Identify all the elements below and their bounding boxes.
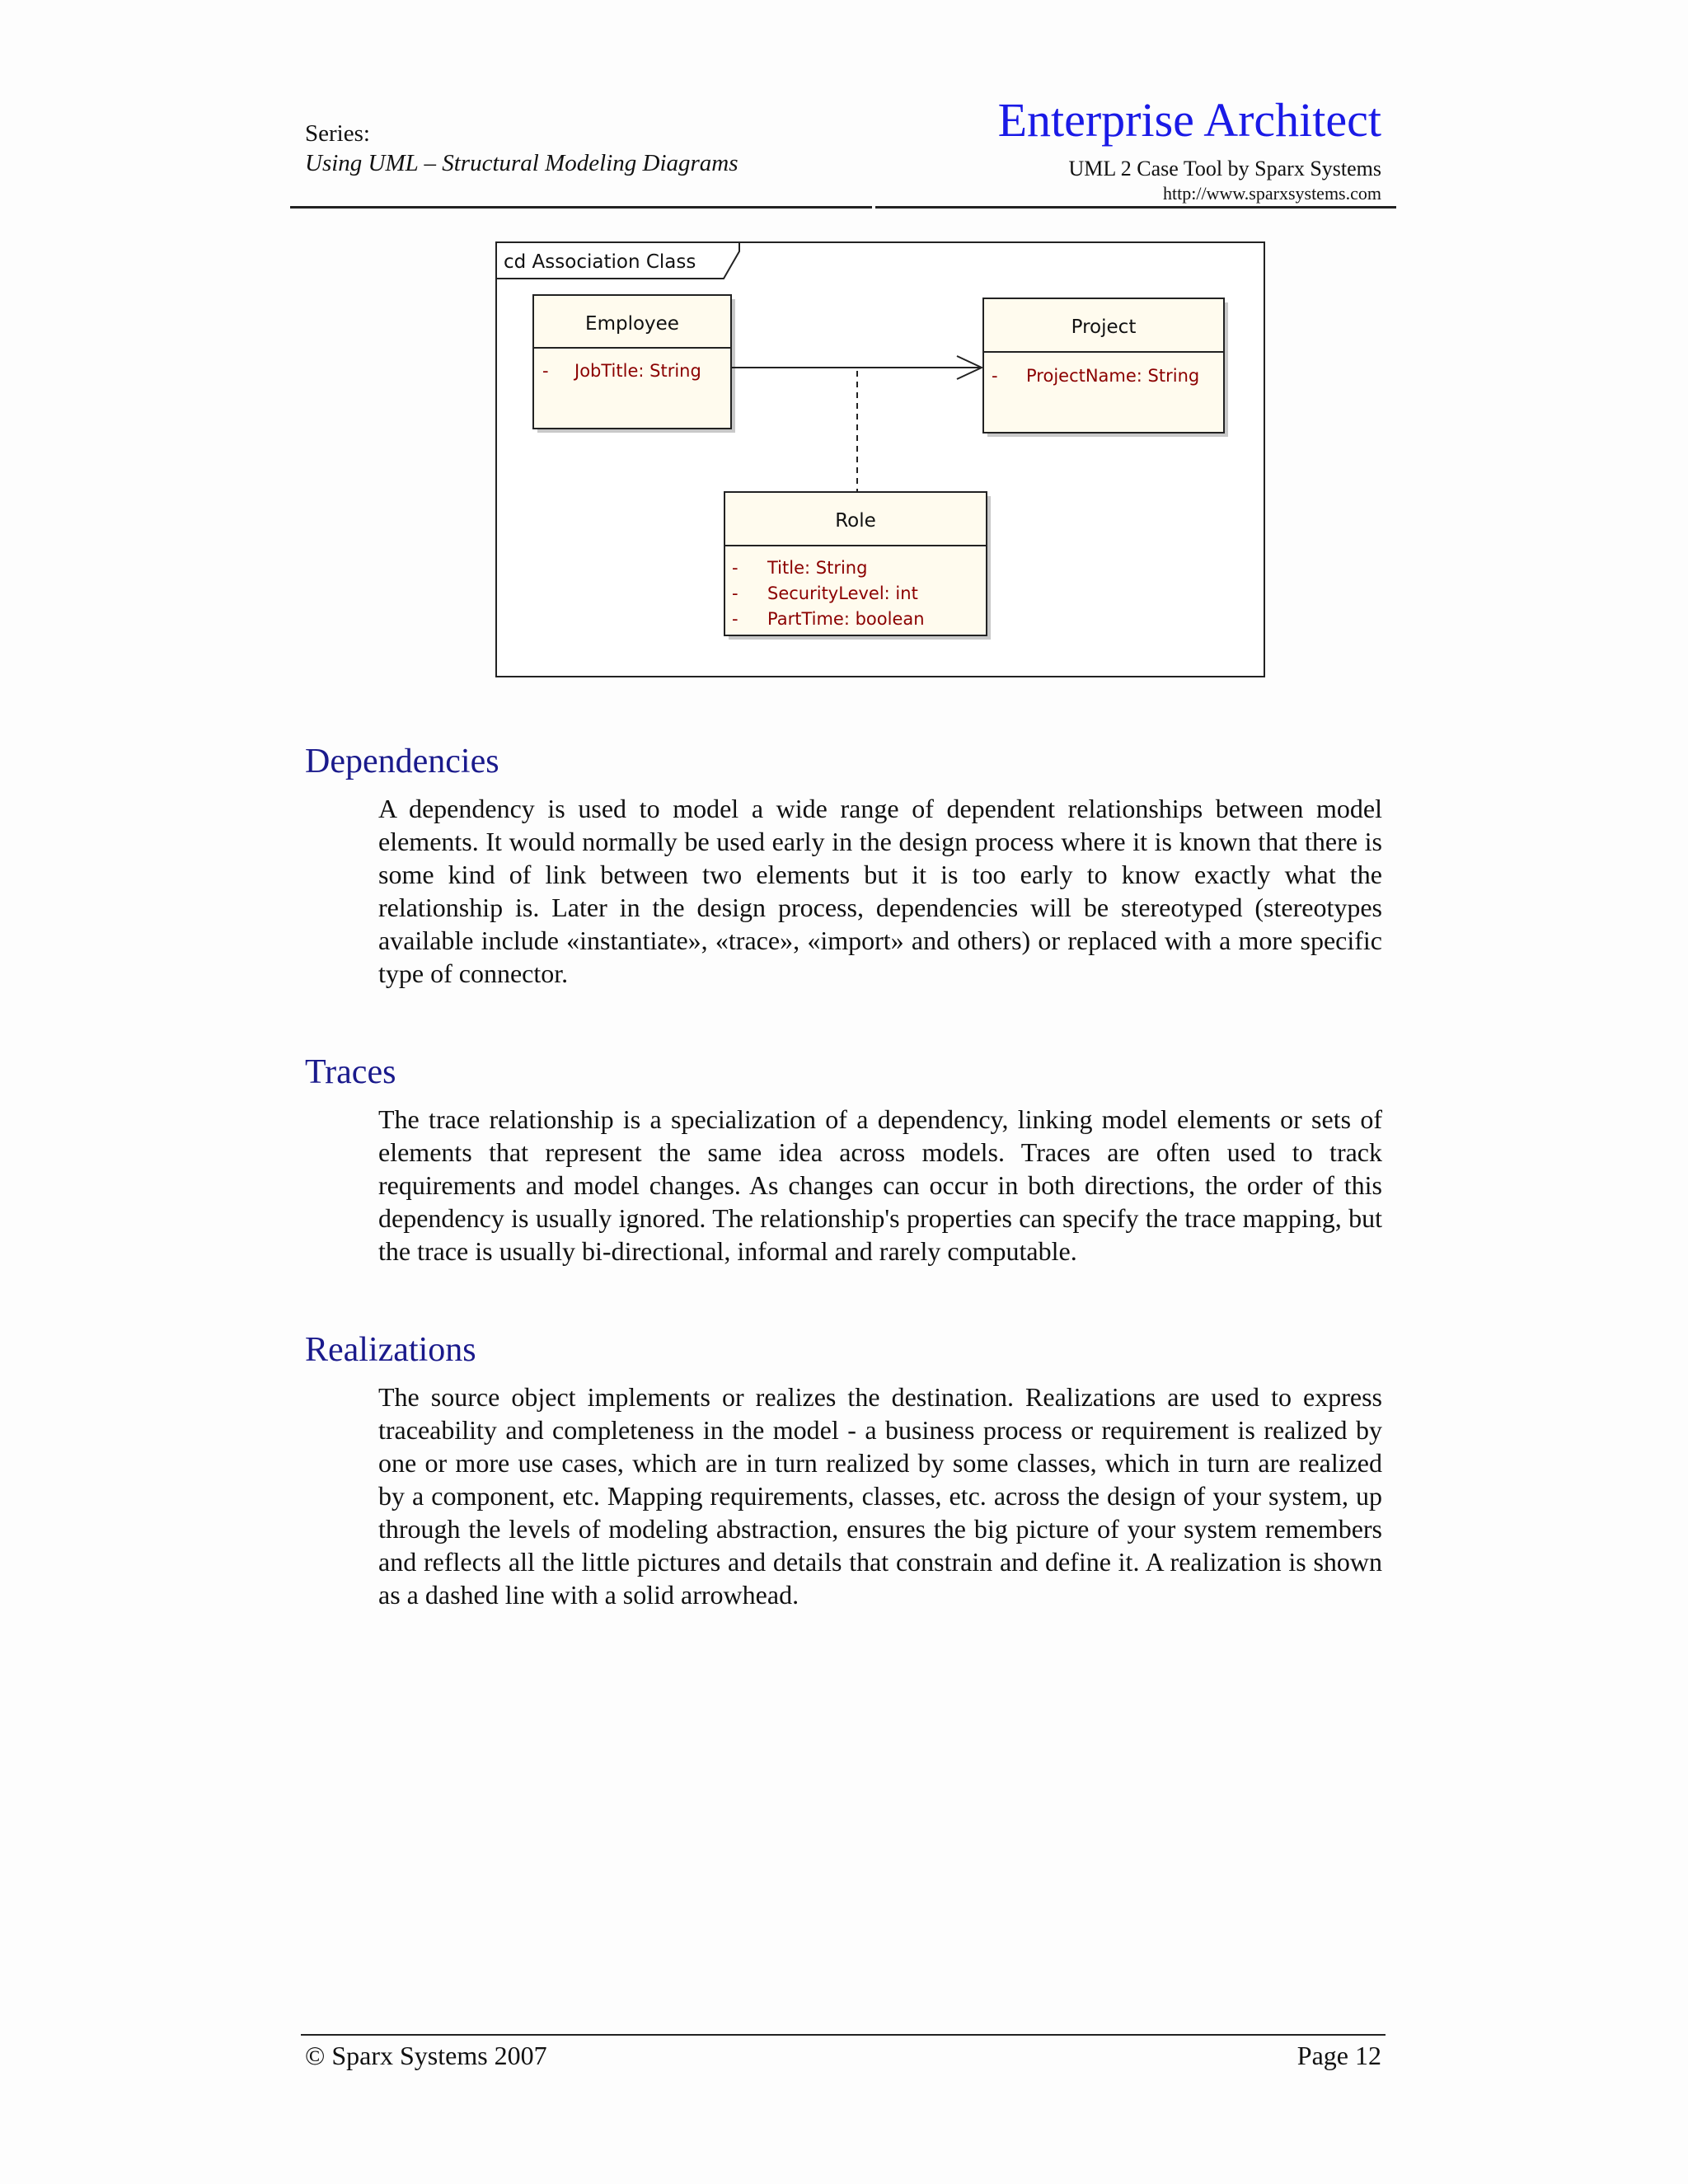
page-number: Page 12 (1296, 2041, 1381, 2070)
footer-copyright: © Sparx Systems 2007 (305, 2041, 547, 2070)
header-divider-gap (872, 205, 875, 209)
class-employee-name: Employee (585, 313, 679, 335)
class-project-attr-visibility: - (992, 366, 998, 386)
class-role-name: Role (835, 510, 876, 532)
class-role-attr-part-time: PartTime: boolean (767, 609, 925, 629)
class-employee[interactable] (533, 295, 735, 433)
section-heading-realizations: Realizations (305, 1331, 476, 1369)
header-divider (290, 206, 1396, 209)
series-title: Using UML – Structural Modeling Diagrams (305, 150, 738, 176)
section-body-traces: The trace relationship is a specialization of a dependency, linking model elements or sets of elements that represent the same idea across models. Traces are often used to track requirements and model changes. As changes can occur in both directions, the order of this dependency is usually ignored. The relationship's properties can specify the trace mapping, but the trace is usually bi-directional, informal and rarely computable. (378, 1104, 1382, 1266)
footer-divider (301, 2034, 1386, 2036)
class-role-attr-visibility: - (732, 609, 738, 629)
section-body-dependencies: A dependency is used to model a wide range of dependent relationships between model elements. It would normally be used early in the design process where it is known that there is some kind of link between two elements but it is too early to know exactly what the relationship is. Later in the design process, dependencies will be stereotyped (stereotypes available include «instantiate», «trace», «import» and others) or replaced with a more specific type of connector. (378, 794, 1382, 988)
class-role-attr-visibility: - (732, 583, 738, 603)
class-project-attr: ProjectName: String (1026, 366, 1200, 386)
frame-label: cd Association Class (504, 251, 696, 273)
class-role-attr-visibility: - (732, 558, 738, 578)
class-role-attr-security-level: SecurityLevel: int (767, 583, 918, 603)
brand-tagline: UML 2 Case Tool by Sparx Systems (1068, 157, 1381, 180)
brand-url[interactable]: http://www.sparxsystems.com (1163, 183, 1381, 204)
class-employee-attr: JobTitle: String (574, 361, 701, 381)
brand-title: Enterprise Architect (997, 93, 1381, 147)
series-label: Series: (305, 120, 370, 147)
section-heading-traces: Traces (305, 1053, 396, 1091)
class-project[interactable] (983, 298, 1228, 437)
class-employee-attr-visibility: - (542, 361, 549, 381)
class-role-attr-title: Title: String (767, 558, 868, 578)
class-project-name: Project (1071, 316, 1137, 338)
section-heading-dependencies: Dependencies (305, 743, 499, 780)
class-role[interactable] (724, 492, 991, 640)
uml-class-diagram (495, 241, 1267, 680)
section-body-realizations: The source object implements or realizes the destination. Realizations are used to express traceability and completeness in the model - a business process or requirement is realized by one or more use cases, which are in turn realized by some classes, which in turn are realized by a component, etc. Mapping requirements, classes, etc. across the design of your system, up through the levels of modeling abstraction, ensures the big picture of your system remembers and reflects all the little pictures and details that constrain and define it. A realization is shown as a dashed line with a solid arrowhead. (378, 1382, 1382, 1610)
